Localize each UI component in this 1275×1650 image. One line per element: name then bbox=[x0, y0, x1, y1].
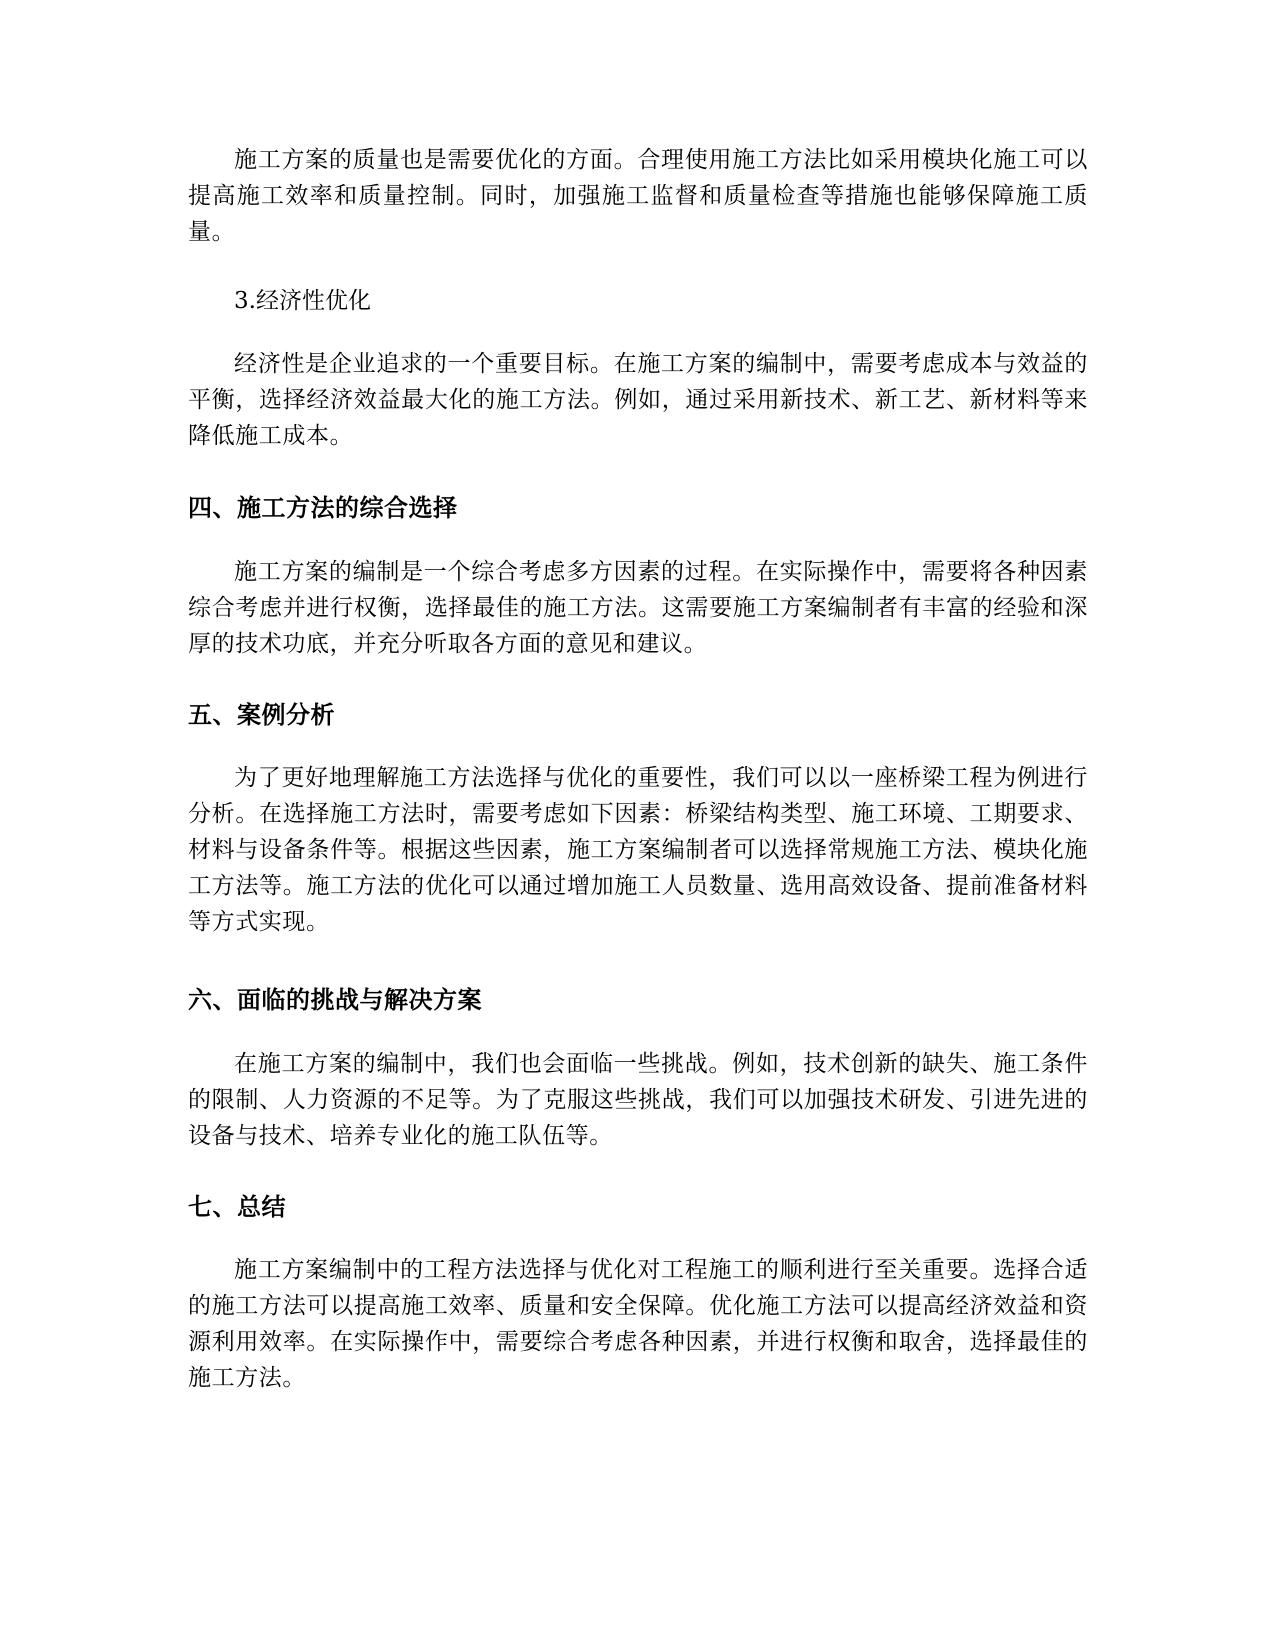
paragraph-economy: 经济性是企业追求的一个重要目标。在施工方案的编制中，需要考虑成本与效益的平衡，选择经济效益最大化的施工方法。例如，通过采用新技术、新工艺、新材料等来降低施工成本。 bbox=[188, 351, 1088, 449]
heading-case-analysis: 五、案例分析 bbox=[188, 701, 335, 729]
heading-challenges-solutions: 六、面临的挑战与解决方案 bbox=[188, 986, 482, 1014]
subheading-economy-optimization: 3.经济性优化 bbox=[234, 288, 371, 314]
heading-comprehensive-selection: 四、施工方法的综合选择 bbox=[188, 494, 458, 522]
heading-summary: 七、总结 bbox=[188, 1193, 286, 1221]
paragraph-case-analysis: 为了更好地理解施工方法选择与优化的重要性，我们可以以一座桥梁工程为例进行分析。在选择施工方法时，需要考虑如下因素：桥梁结构类型、施工环境、工期要求、材料与设备条件等。根据这些因素，施工方案编制者可以选择常规施工方法、模块化施工方法等。施工方法的优化可以通过增加施工人员数量、选用高效设备、提前准备材料等方式实现。 bbox=[188, 765, 1088, 935]
paragraph-construction-quality: 施工方案的质量也是需要优化的方面。合理使用施工方法比如采用模块化施工可以提高施工效率和质量控制。同时，加强施工监督和质量检查等措施也能够保障施工质量。 bbox=[188, 147, 1088, 245]
paragraph-summary: 施工方案编制中的工程方法选择与优化对工程施工的顺利进行至关重要。选择合适的施工方法可以提高施工效率、质量和安全保障。优化施工方法可以提高经济效益和资源利用效率。在实际操作中，需要综合考虑各种因素，并进行权衡和取舍，选择最佳的施工方法。 bbox=[188, 1257, 1088, 1391]
paragraph-comprehensive-selection: 施工方案的编制是一个综合考虑多方因素的过程。在实际操作中，需要将各种因素综合考虑并进行权衡，选择最佳的施工方法。这需要施工方案编制者有丰富的经验和深厚的技术功底，并充分听取各方面的意见和建议。 bbox=[188, 559, 1088, 657]
paragraph-challenges-solutions: 在施工方案的编制中，我们也会面临一些挑战。例如，技术创新的缺失、施工条件的限制、人力资源的不足等。为了克服这些挑战，我们可以加强技术研发、引进先进的设备与技术、培养专业化的施工队伍等。 bbox=[188, 1051, 1088, 1149]
